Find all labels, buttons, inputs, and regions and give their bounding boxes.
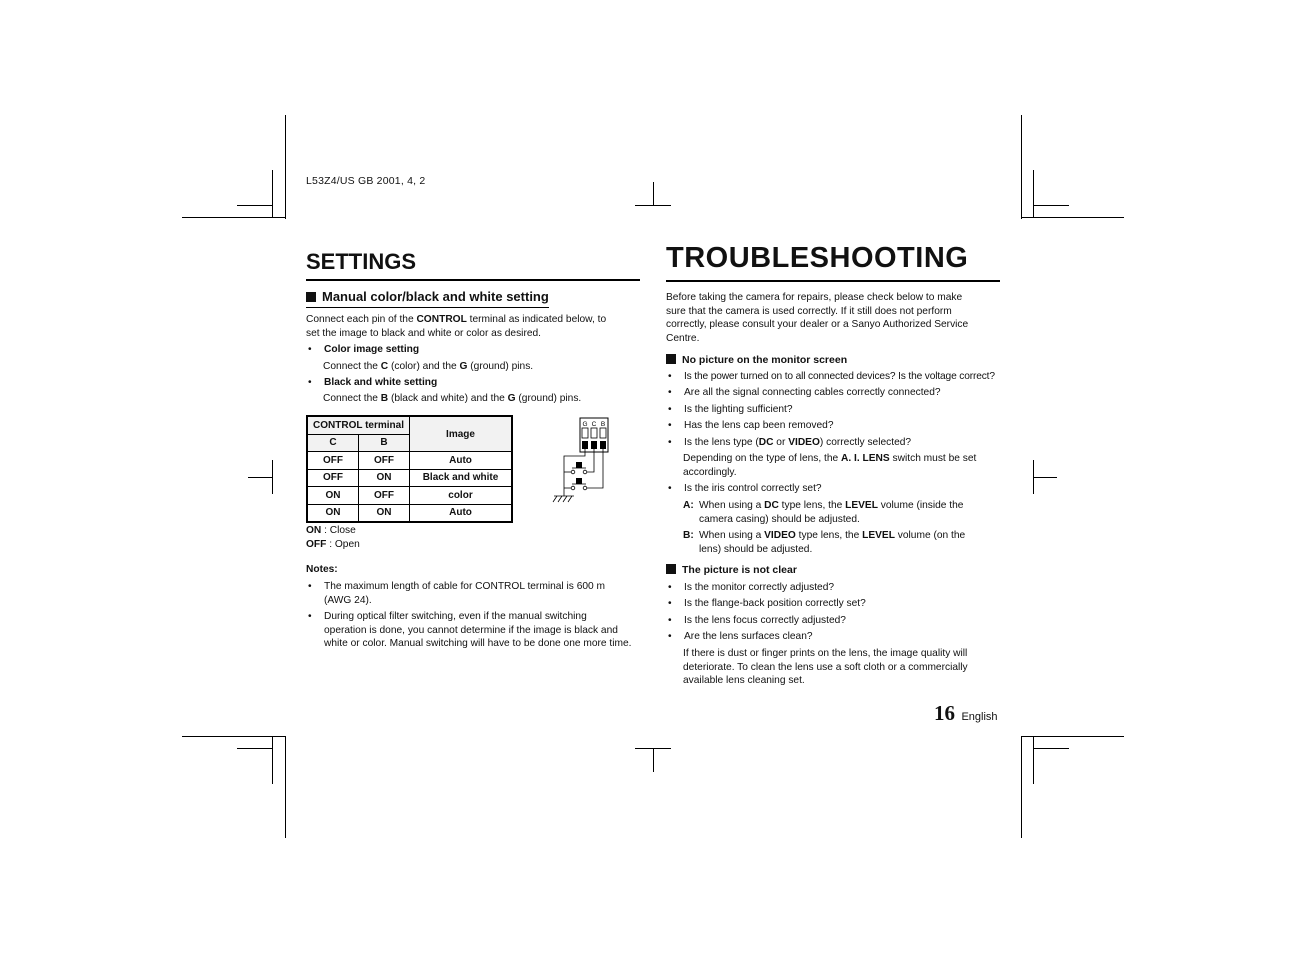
legend-off: OFF : Open [306,538,360,550]
troubleshooting-rule [666,280,1000,282]
table-row: OFF OFF Auto [307,452,512,470]
iris-option-a: A: When using a DC type lens, the LEVEL volume (inside the camera casing) should be adjusted. [683,500,964,525]
bullet-icon: • [668,483,672,494]
pin-label-b: B [600,421,606,428]
note-item: • During optical filter switching, even if the manual switching operation is done, you cannot determine if the image is black and white or color. Manual switching will have to be done one more time. [308,611,632,650]
bullet-icon: • [668,420,672,431]
bullet-icon: • [668,437,672,448]
settings-rule [306,279,640,281]
bullet-icon: • [668,371,672,382]
table-row: ON ON Auto [307,504,512,522]
table-header-c: C [307,434,359,452]
color-setting-text: Connect the C (color) and the G (ground) pins. [323,361,534,372]
legend-on: ON : Close [306,525,356,536]
pin-label-g: G [582,421,588,428]
lens-cleaning-detail: If there is dust or finger prints on the lens, the image quality will deteriorate. To clean the lens use a soft cloth or a commercially available lens cleaning set. [683,648,968,687]
settings-intro: Connect each pin of the CONTROL terminal as indicated below, to set the image to black and white or color as desired. [306,314,607,339]
not-clear-heading: The picture is not clear [666,564,797,576]
bullet-icon: • [308,344,312,355]
settings-title: SETTINGS [306,249,417,274]
troubleshooting-intro: Before taking the camera for repairs, please check below to make sure that the camera is used correctly. If it still does not perform correctly, please consult your dealer or a Sanyo Authorized Service Centre. [666,292,969,344]
note-item: • The maximum length of cable for CONTROL terminal is 600 m (AWG 24). [308,581,606,606]
table-row: OFF ON Black and white [307,469,512,487]
page-language: English [961,711,998,723]
table-header-b: B [359,434,410,452]
bullet-icon: • [668,598,672,609]
page-footer [934,701,998,726]
page-number: 16 [934,701,955,725]
table-legend [306,524,360,551]
bw-setting-text: Connect the B (black and white) and the G (ground) pins. [323,393,582,404]
no-picture-heading: No picture on the monitor screen [666,354,847,366]
bullet-icon: • [668,404,672,415]
table-header-image: Image [410,416,513,452]
manual-setting-heading: Manual color/black and white setting [306,289,549,308]
table-header-control: CONTROL terminal [307,416,410,434]
table-row: ON OFF color [307,487,512,505]
document-code: L53Z4/US GB 2001, 4, 2 [306,175,426,187]
square-bullet-icon [306,292,316,302]
control-terminal-diagram [548,416,614,508]
square-bullet-icon [666,564,676,574]
bullet-icon: • [308,377,312,388]
troubleshooting-title: TROUBLESHOOTING [666,242,969,274]
square-bullet-icon [666,354,676,364]
bullet-icon: • [668,631,672,642]
control-terminal-table [306,415,513,523]
bullet-icon: • [668,387,672,398]
pin-label-c: C [591,421,597,428]
notes-title: Notes: [306,564,338,575]
bullet-icon: • [308,611,312,622]
lens-type-detail: Depending on the type of lens, the A. I. LENS switch must be set accordingly. [683,453,977,478]
iris-option-b: B: When using a VIDEO type lens, the LEVEL volume (on the lens) should be adjusted. [683,530,966,555]
bullet-icon: • [308,581,312,592]
bullet-icon: • [668,582,672,593]
bullet-icon: • [668,615,672,626]
